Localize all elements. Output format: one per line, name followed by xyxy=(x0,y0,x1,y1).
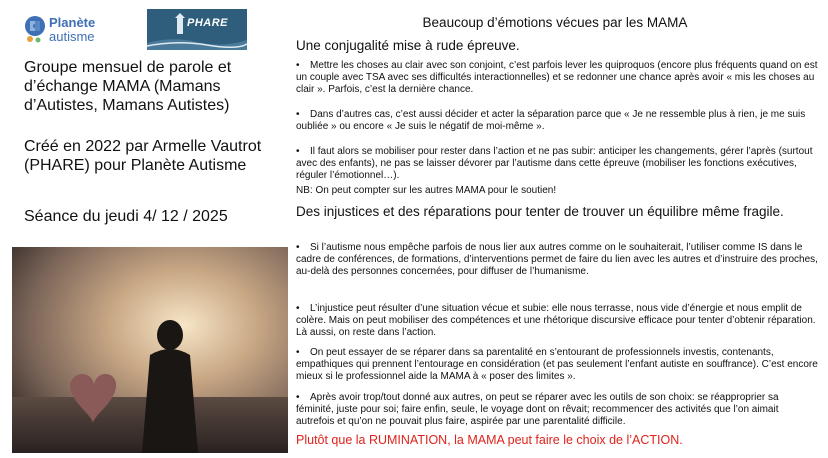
section1-bullet-1: • Mettre les choses au clair avec son conjoint, c’est parfois lever les quiproquos (encore plus fréquents quand on est un couple avec TSA avec ses difficultés interactionnelles) et se redonner une chance après avoir « mis les choses au clair ». Parfois, c’est la dernière chance. xyxy=(296,60,818,96)
woman-heart-photo xyxy=(12,247,288,453)
puzzle-globe-icon xyxy=(22,12,48,46)
section2-bullet-3: • On peut essayer de se réparer dans sa parentalité en s’entourant de professionnels investis, contenants, empathiques qui prennent l’entourage en considération (et pas seulement l’enfant autiste en souffrance). C’est encore mieux si le professionnel aide la MAMA à « poser des limites ». xyxy=(296,347,818,383)
section1-bullet-2: • Dans d’autres cas, c’est aussi décider et acter la séparation parce que « Je ne ressemble plus à rien, je me suis oubliée » ou encore « Je suis le négatif de moi-même ». xyxy=(296,109,806,133)
section1-title: Une conjugalité mise à rude épreuve. xyxy=(296,38,520,53)
section2-title: Des injustices et des réparations pour tenter de trouver un équilibre même fragile. xyxy=(296,204,784,219)
group-title: Groupe mensuel de parole et d’échange MAMA (Mamans d’Autistes, Mamans Autistes) xyxy=(24,59,232,114)
created-by: Créé en 2022 par Armelle Vautrot (PHARE) pour Planète Autisme xyxy=(24,138,262,174)
phare-logo xyxy=(147,9,247,50)
section1-bullet-3: • Il faut alors se mobiliser pour rester dans l’action et ne pas subir: anticiper les changements, gérer l’après (surtout avec des enfants), ne pas se laisser dévorer par l’autisme dans cette épreuve (mobiliser les fonctions exécutives, réguler l’émotionnel…). xyxy=(296,146,813,182)
planete-autisme-logo xyxy=(22,12,132,46)
section2-bullet-4: • Après avoir trop/tout donné aux autres, on peut se réparer avec les outils de son choix: se réapproprier sa féminité, juste pour soi; faire enfin, seule, le voyage dont on rêvait; recommencer des activités que l’on aimait autrefois et qu’on ne pouvait plus faire, aspirée par une parentalité difficile. xyxy=(296,392,779,428)
lighthouse-icon xyxy=(147,9,247,50)
section1-nb: NB: On peut compter sur les autres MAMA pour le soutien! xyxy=(296,185,557,196)
planete-logo-line2: autisme xyxy=(49,29,95,44)
section2-bullet-1: • Si l’autisme nous empêche parfois de nous lier aux autres comme on le souhaiterait, l’utiliser comme IS dans le cadre de conférences, de formations, d’interventions permet de faire du lien avec les autres et d’instruire des proches, au-delà des personnes concernées, pour diffuser de l’humanisme. xyxy=(296,242,818,278)
conclusion: Plutôt que la RUMINATION, la MAMA peut faire le choix de l’ACTION. xyxy=(296,433,683,447)
section2-bullet-2: • L’injustice peut résulter d’une situation vécue et subie: elle nous terrasse, nous vide d’énergie et nous emplit de colère. Mais on peut mobiliser des compétences et une rhétorique discursive efficace pour tenter d’obtenir réparation. Là aussi, on reste dans l’action. xyxy=(296,303,816,339)
main-title: Beaucoup d’émotions vécues par les MAMA xyxy=(422,15,688,30)
phare-logo-text: PHARE xyxy=(187,17,229,29)
planete-logo-line1: Planète xyxy=(49,15,96,30)
session-date: Séance du jeudi 4/ 12 / 2025 xyxy=(24,208,228,225)
